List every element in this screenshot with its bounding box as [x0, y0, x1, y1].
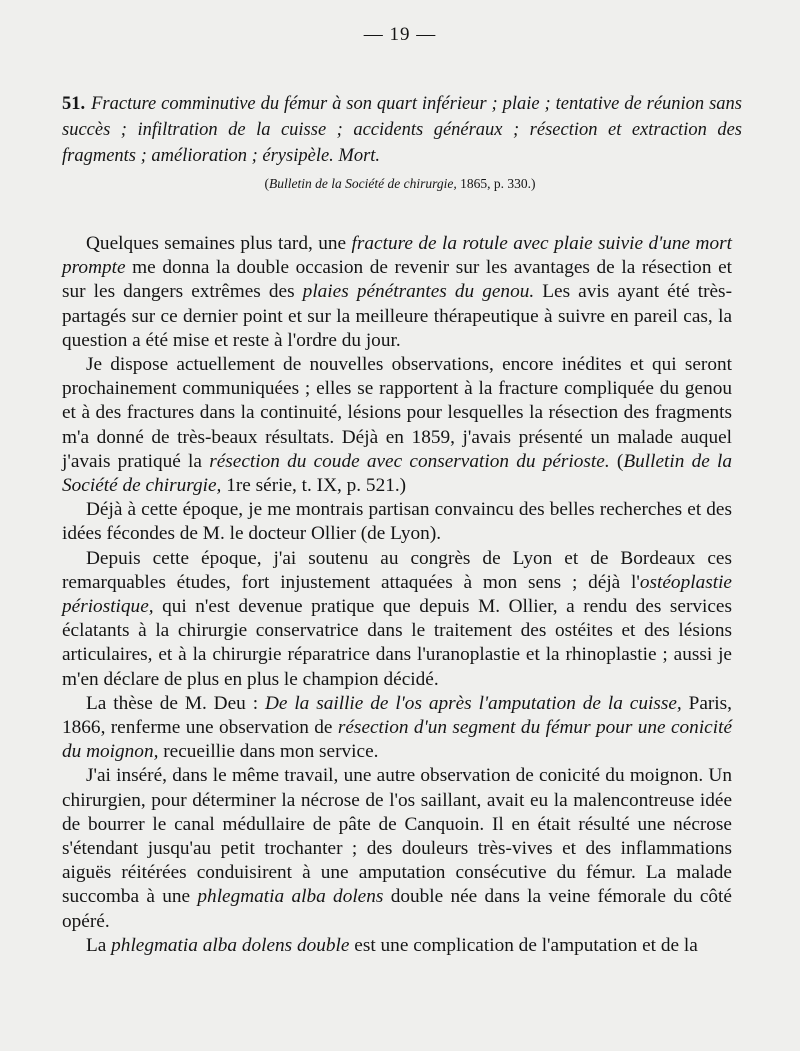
- italic-run: fracture de la rotule avec plaie suivie d'une mort prompte: [62, 233, 732, 279]
- text-run: me donna la double occasion de revenir sur les avantages de la résection et sur les dangers extrêmes des: [62, 257, 732, 303]
- italic-run: résection du coude avec conservation du périoste.: [209, 450, 610, 472]
- italic-run: Bulletin de la Société de chirurgie,: [62, 450, 732, 497]
- observation-heading: [62, 91, 742, 169]
- text-run: (: [609, 450, 624, 472]
- paragraph-3: [62, 498, 732, 546]
- text-run: recueillie dans mon service.: [158, 741, 379, 763]
- citation-ref: 1865, p. 330.): [460, 176, 536, 191]
- italic-run: De la saillie de l'os après l'amputation de la cuisse,: [264, 692, 682, 714]
- citation-open: (: [264, 176, 270, 191]
- citation-source: Bulletin de la Société de chirurgie,: [269, 176, 457, 191]
- text-run: Quelques semaines plus tard, une: [86, 233, 352, 254]
- page-number: — 19 —: [363, 24, 437, 45]
- text-run: Paris, 1866, renferme une observation de: [62, 692, 732, 739]
- observation-title: Fracture comminutive du fémur à son quart inférieur ; plaie ; tentative de réunion sans succès ; infiltration de la cuisse ; accidents généraux ; résection et extraction des fragments ; amélioration ; érysipèle. Mort.: [62, 94, 742, 166]
- text-run: Je dispose actuellement de nouvelles observations, encore inédites et qui seront prochainement communiquées ; elles se rapportent à la fracture compliquée du genou et à des fractures dans la continuité, lésions pour lesquelles la résection des fragments m'a donné de très-beaux résultats. Déjà en 1859, j'avais présenté un malade auquel j'avais pratiqué la: [62, 354, 732, 472]
- observation-number: 51.: [62, 94, 86, 114]
- paragraph-7: [62, 934, 732, 958]
- text-run: double née dans la veine fémorale du côté opéré.: [62, 886, 732, 932]
- paragraph-2: [62, 353, 732, 498]
- italic-run: plaies pénétrantes du genou.: [302, 281, 535, 303]
- text-run: 1re série, t. IX, p. 521.): [221, 475, 407, 497]
- paragraph-1: [62, 232, 732, 353]
- text-run: Depuis cette époque, j'ai soutenu au congrès de Lyon et de Bordeaux ces remarquables études, fort injustement attaquées à mon sens ; déjà l': [62, 547, 732, 593]
- text-run: est une complication de l'amputation et de la: [349, 934, 698, 956]
- paragraph-6: [62, 764, 732, 933]
- italic-run: ostéoplastie périostique,: [62, 571, 732, 618]
- paragraph-4: [62, 547, 732, 692]
- paragraph-5: [62, 692, 732, 765]
- italic-run: phlegmatia alba dolens double: [111, 934, 350, 956]
- text-run: Déjà à cette époque, je me montrais partisan convaincu des belles recherches et des idées fécondes de M. le docteur Ollier (de Lyon).: [62, 499, 732, 545]
- text-run: Les avis ayant été très-partagés sur ce dernier point et sur la meilleure thérapeutique à suivre en pareil cas, la question a été mise et reste à l'ordre du jour.: [62, 281, 732, 351]
- text-run: La: [86, 934, 112, 956]
- italic-run: résection d'un segment du fémur pour une conicité du moignon,: [62, 717, 733, 763]
- italic-run: phlegmatia alba dolens: [197, 886, 384, 908]
- text-run: La thèse de M. Deu :: [86, 692, 265, 714]
- text-run: J'ai inséré, dans le même travail, une autre observation de conicité du moignon. Un chirurgien, pour déterminer la nécrose de l'os saillant, avait eu la malencontreuse idée de bourrer le canal médullaire de pâte de Canquoin. Il en était résulté une nécrose s'étendant jusqu'au petit trochanter ; des douleurs très-vives et des inflammations aiguës réitérées conduisirent à une amputation consécutive du fémur. La malade succomba à une: [62, 765, 732, 908]
- text-run: qui n'est devenue pratique que depuis M. Ollier, a rendu des services éclatants à la chirurgie conservatrice dans le traitement des ostéites et des lésions articulaires, et à la chirurgie réparatrice dans l'uranoplastie et la rhinoplastie ; aussi je m'en déclare de plus en plus le champion décidé.: [62, 596, 732, 690]
- bulletin-citation: [0, 176, 800, 192]
- body-text: [62, 232, 732, 958]
